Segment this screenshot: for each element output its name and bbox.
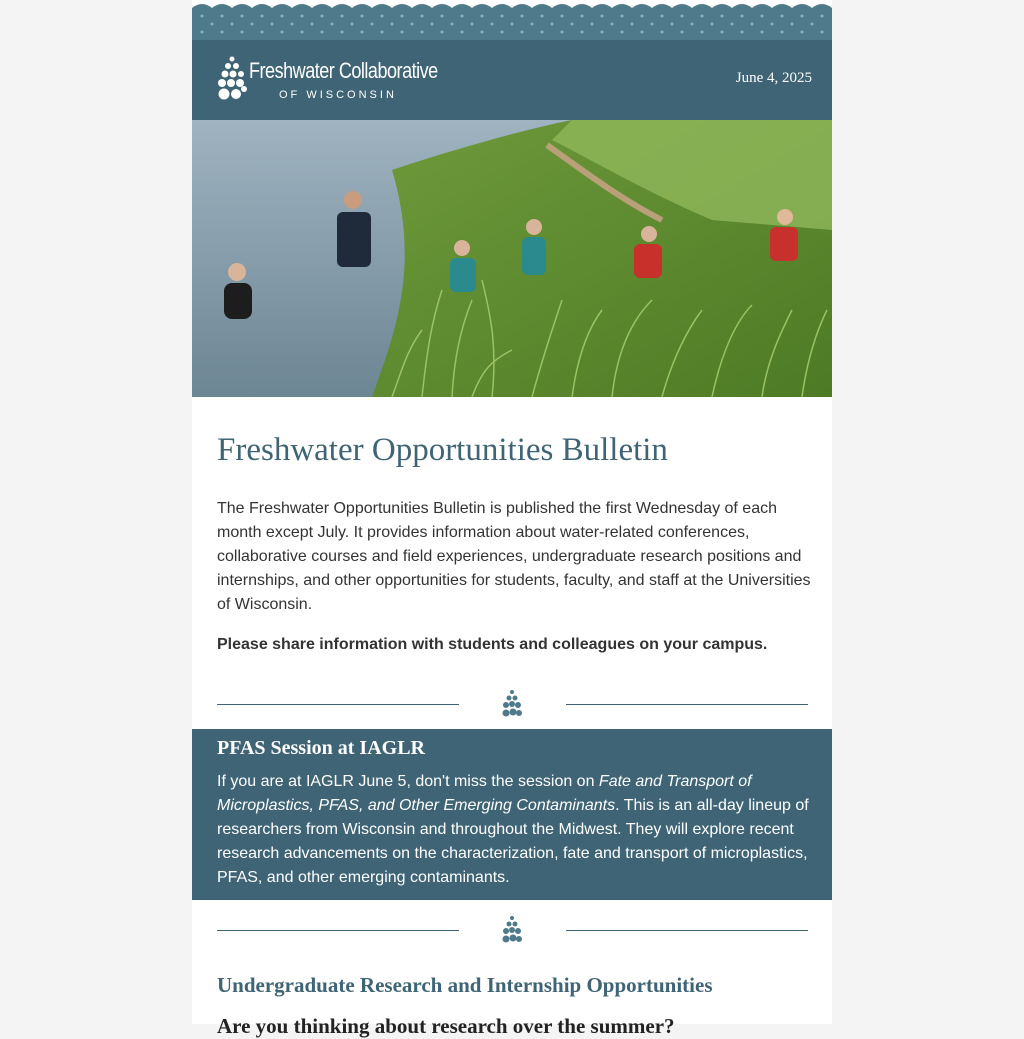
- water-drops-icon: [500, 915, 524, 947]
- logo-name: Freshwater Collaborative: [249, 58, 438, 83]
- section-divider: [217, 915, 807, 955]
- page-title: Freshwater Opportunities Bulletin: [217, 432, 668, 468]
- pfas-section: [192, 729, 832, 900]
- water-drops-icon: [500, 689, 524, 721]
- intro-paragraph: The Freshwater Opportunities Bulletin is published the first Wednesday of each month except July. It provides information about water-related conferences, collaborative courses and field experiences, undergraduate research positions and internships, and other opportunities for students, faculty, and staff at the Universities of Wisconsin.: [217, 500, 811, 613]
- issue-date: June 4, 2025: [735, 70, 812, 86]
- session-title: Fate and Transport of Microplastics, PFAS, and Other Emerging Contaminants: [217, 773, 752, 814]
- research-subheading: Are you thinking about research over the summer?: [217, 1014, 675, 1038]
- pfas-heading: PFAS Session at IAGLR: [217, 737, 425, 759]
- share-note: Please share information with students and colleagues on your campus.: [217, 636, 768, 653]
- email-container: [192, 0, 832, 1038]
- email-header: [192, 0, 832, 120]
- section-divider: [217, 689, 807, 729]
- logo[interactable]: [216, 56, 446, 106]
- pfas-paragraph: If you are at IAGLR June 5, don't miss the session on Fate and Transport of Microplastics, PFAS, and Other Emerging Contaminants. This is an all-day lineup of researchers from Wisconsin and throughout the Midwest. They will explore recent research advancements on the characterization, fate and transport of microplastics, PFAS, and other emerging contaminants.: [217, 773, 809, 886]
- water-drops-icon: [216, 56, 248, 104]
- logo-subtitle: OF WISCONSIN: [279, 89, 397, 101]
- research-heading: Undergraduate Research and Internship Opportunities: [217, 973, 713, 997]
- hero-photo: [192, 120, 832, 397]
- wave-pattern: [192, 0, 832, 40]
